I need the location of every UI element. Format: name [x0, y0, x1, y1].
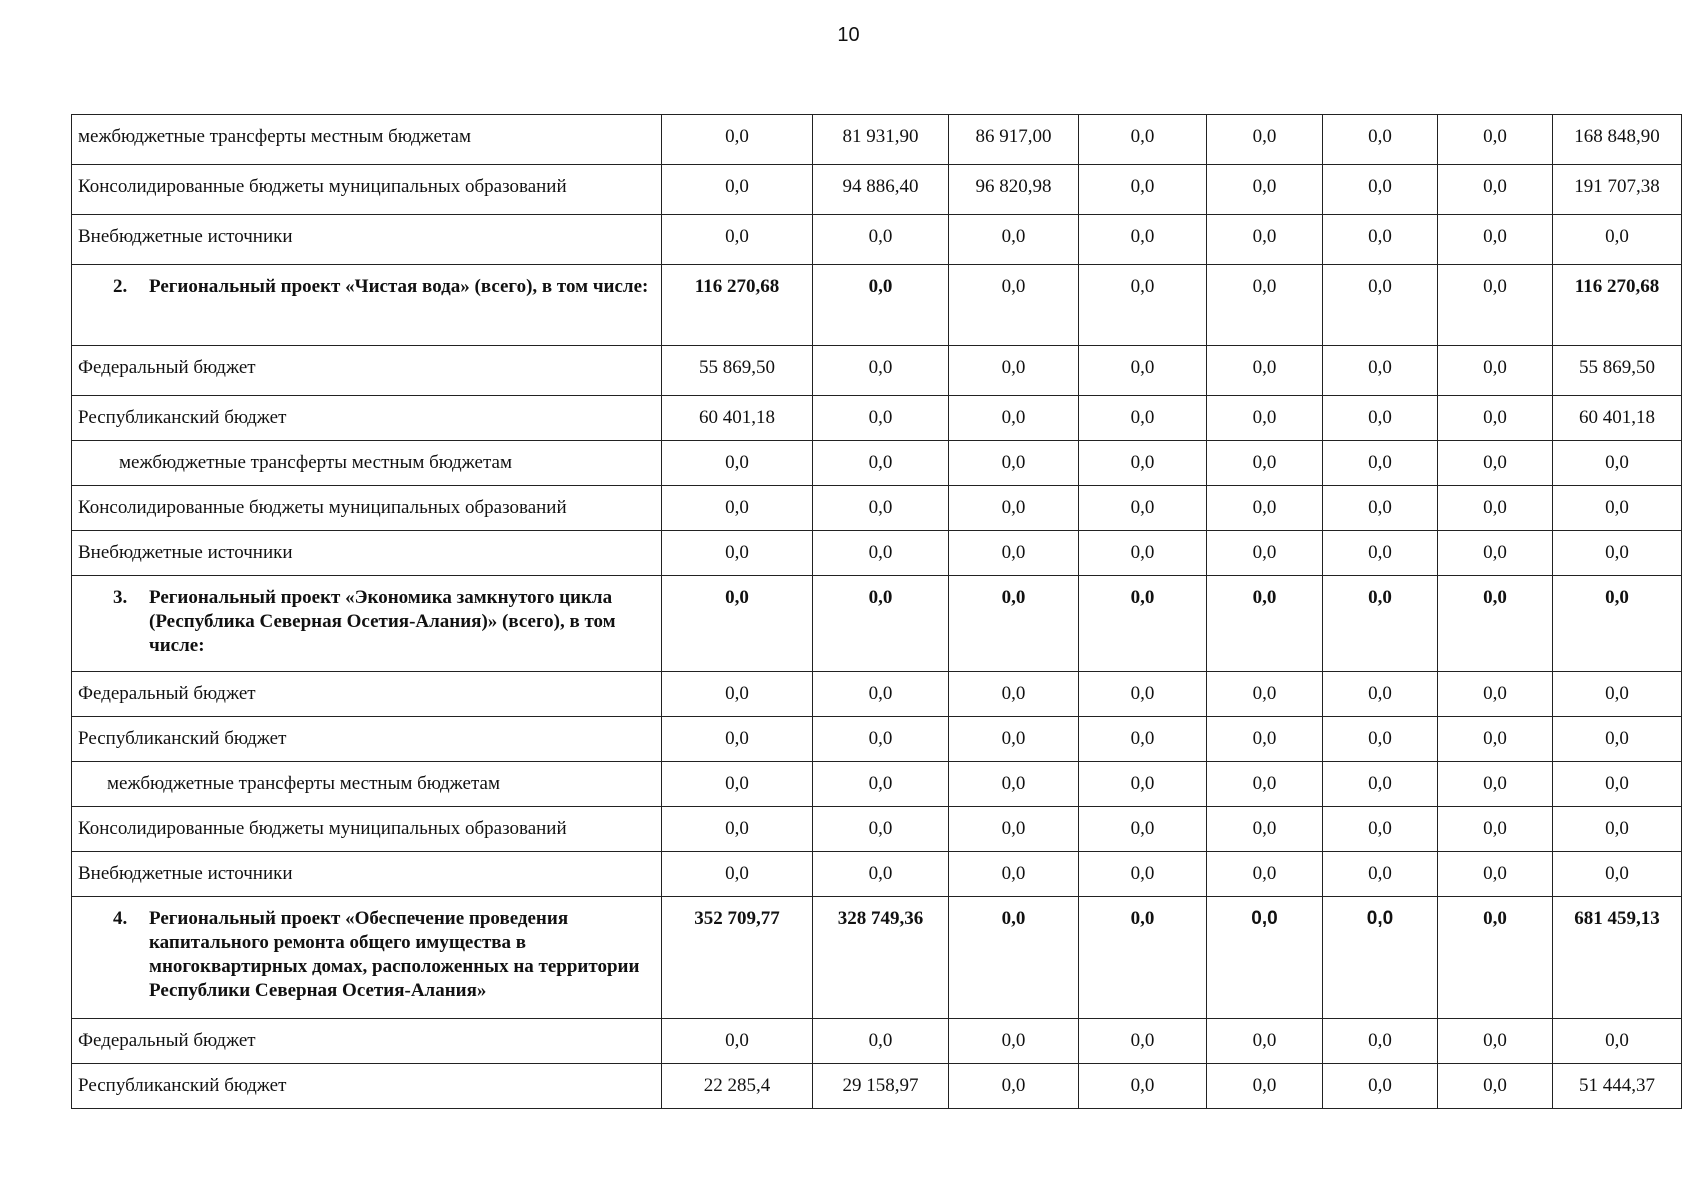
- value-cell: 0,0: [1207, 115, 1323, 165]
- value-cell: 0,0: [1079, 165, 1207, 215]
- value-cell: 0,0: [1079, 762, 1207, 807]
- value-cell: 0,0: [1438, 762, 1553, 807]
- value-cell: 86 917,00: [949, 115, 1079, 165]
- value-cell: 328 749,36: [813, 897, 949, 1019]
- row-label: Республиканский бюджет: [72, 396, 662, 441]
- value-cell: 0,0: [813, 486, 949, 531]
- value-cell: 94 886,40: [813, 165, 949, 215]
- value-cell: 0,0: [1207, 762, 1323, 807]
- table-row: [72, 441, 1682, 486]
- value-cell: 0,0: [1438, 215, 1553, 265]
- value-cell: 0,0: [1079, 576, 1207, 672]
- value-cell: 0,0: [662, 486, 813, 531]
- value-cell: 0,0: [1438, 486, 1553, 531]
- value-cell: 0,0: [662, 115, 813, 165]
- value-cell: 60 401,18: [662, 396, 813, 441]
- table-row: [72, 717, 1682, 762]
- table-row: [72, 1019, 1682, 1064]
- value-cell: 29 158,97: [813, 1064, 949, 1109]
- value-cell: 0,0: [1079, 852, 1207, 897]
- section-number: 4.: [113, 908, 128, 929]
- value-cell: 0,0: [662, 807, 813, 852]
- value-cell: 0,0: [1438, 265, 1553, 346]
- value-cell: 0,0: [1207, 265, 1323, 346]
- value-cell: 0,0: [662, 717, 813, 762]
- value-cell: 0,0: [813, 441, 949, 486]
- section-title: Региональный проект «Обеспечение проведения капитального ремонта общего имущества в многоквартирных домах, расположенных на территории Республики Северная Осетия-Алания»: [149, 908, 640, 1001]
- total-cell: 0,0: [1553, 717, 1682, 762]
- value-cell: 0,0: [662, 215, 813, 265]
- value-cell: 352 709,77: [662, 897, 813, 1019]
- value-cell: 0,0: [1438, 346, 1553, 396]
- value-cell: 0,0: [1207, 441, 1323, 486]
- table-row: [72, 1064, 1682, 1109]
- value-cell: 0,0: [1323, 1019, 1438, 1064]
- value-cell: 0,0: [1207, 396, 1323, 441]
- total-cell: 0,0: [1553, 852, 1682, 897]
- table-row: [72, 396, 1682, 441]
- total-cell: 0,0: [1553, 807, 1682, 852]
- value-cell: 0,0: [949, 486, 1079, 531]
- total-cell: 116 270,68: [1553, 265, 1682, 346]
- value-cell: 0,0: [1207, 576, 1323, 672]
- value-cell: 0,0: [1323, 576, 1438, 672]
- table-row: [72, 852, 1682, 897]
- table-row: [72, 807, 1682, 852]
- value-cell: 0,0: [662, 441, 813, 486]
- value-cell: 0,0: [813, 396, 949, 441]
- value-cell: 0,0: [813, 672, 949, 717]
- value-cell: 0,0: [1207, 165, 1323, 215]
- value-cell: 0,0: [1323, 1064, 1438, 1109]
- value-cell: 0,0: [1438, 396, 1553, 441]
- value-cell: 0,0: [1438, 897, 1553, 1019]
- value-cell: 81 931,90: [813, 115, 949, 165]
- row-label: Внебюджетные источники: [72, 852, 662, 897]
- value-cell: 0,0: [949, 897, 1079, 1019]
- value-cell: 0,0: [813, 576, 949, 672]
- section-number: 2.: [113, 276, 128, 297]
- row-label: Внебюджетные источники: [72, 531, 662, 576]
- row-label: Консолидированные бюджеты муниципальных образований: [72, 165, 662, 215]
- value-cell: 0,0: [662, 576, 813, 672]
- value-cell: 0,0: [1207, 672, 1323, 717]
- row-label: Консолидированные бюджеты муниципальных образований: [72, 486, 662, 531]
- value-cell: 0,0: [1207, 1019, 1323, 1064]
- value-cell: 0,0: [1438, 1019, 1553, 1064]
- value-cell: 0,0: [662, 531, 813, 576]
- value-cell: 0,0: [949, 265, 1079, 346]
- value-cell: 0,0: [1079, 215, 1207, 265]
- value-cell: 0,0: [813, 265, 949, 346]
- value-cell: 0,0: [1079, 265, 1207, 346]
- value-cell: 0,0: [1323, 717, 1438, 762]
- value-cell: 116 270,68: [662, 265, 813, 346]
- value-cell: 0,0: [1207, 215, 1323, 265]
- value-cell: 0,0: [949, 441, 1079, 486]
- value-cell: 0,0: [1079, 531, 1207, 576]
- table-row: [72, 215, 1682, 265]
- value-cell: 0,0: [1438, 441, 1553, 486]
- value-cell: 0,0: [1323, 346, 1438, 396]
- total-cell: 51 444,37: [1553, 1064, 1682, 1109]
- value-cell: 0,0: [1323, 441, 1438, 486]
- value-cell: 0,0: [1438, 852, 1553, 897]
- value-cell: 0,0: [949, 346, 1079, 396]
- total-cell: 0,0: [1553, 762, 1682, 807]
- value-cell: 0,0: [1079, 115, 1207, 165]
- row-label: межбюджетные трансферты местным бюджетам: [72, 115, 662, 165]
- value-cell: 0,0: [1323, 672, 1438, 717]
- row-label: Федеральный бюджет: [72, 672, 662, 717]
- value-cell: 0,0: [1079, 717, 1207, 762]
- value-cell: 0,0: [1079, 396, 1207, 441]
- row-label: Внебюджетные источники: [72, 215, 662, 265]
- total-cell: 55 869,50: [1553, 346, 1682, 396]
- value-cell: 0,0: [1323, 165, 1438, 215]
- total-cell: 681 459,13: [1553, 897, 1682, 1019]
- total-cell: 0,0: [1553, 215, 1682, 265]
- budget-table: [71, 114, 1682, 1109]
- value-cell: 0,0: [949, 396, 1079, 441]
- total-cell: 191 707,38: [1553, 165, 1682, 215]
- total-cell: 168 848,90: [1553, 115, 1682, 165]
- section-title: Региональный проект «Экономика замкнутого цикла (Республика Северная Осетия-Алания)» (всего), в том числе:: [149, 587, 616, 656]
- value-cell: 0,0: [662, 165, 813, 215]
- row-label: межбюджетные трансферты местным бюджетам: [72, 441, 662, 486]
- value-cell: 0,0: [662, 762, 813, 807]
- value-cell: 0,0: [1323, 115, 1438, 165]
- row-label: Консолидированные бюджеты муниципальных образований: [72, 807, 662, 852]
- value-cell: 0,0: [1079, 672, 1207, 717]
- value-cell: 0,0: [813, 807, 949, 852]
- value-cell: 0,0: [1207, 531, 1323, 576]
- value-cell: 0,0: [1438, 531, 1553, 576]
- table-row: [72, 346, 1682, 396]
- value-cell: 0,0: [1323, 762, 1438, 807]
- value-cell: 0,0: [1079, 1019, 1207, 1064]
- value-cell: 0,0: [813, 346, 949, 396]
- value-cell: 0,0: [1438, 1064, 1553, 1109]
- value-cell: 0,0: [1079, 897, 1207, 1019]
- value-cell: 0,0: [1323, 852, 1438, 897]
- value-cell: 0,0: [949, 672, 1079, 717]
- row-label: Федеральный бюджет: [72, 1019, 662, 1064]
- total-cell: 0,0: [1553, 531, 1682, 576]
- value-cell: 0,0: [949, 576, 1079, 672]
- section-row: [72, 576, 1682, 672]
- row-label: Федеральный бюджет: [72, 346, 662, 396]
- value-cell: 0,0: [1438, 115, 1553, 165]
- value-cell: 0,0: [1207, 486, 1323, 531]
- value-cell: 0,0: [813, 1019, 949, 1064]
- value-cell: 0,0: [1079, 1064, 1207, 1109]
- total-cell: 0,0: [1553, 576, 1682, 672]
- table-row: [72, 762, 1682, 807]
- section-number: 3.: [113, 587, 128, 608]
- value-cell: 0,0: [1438, 717, 1553, 762]
- value-cell: 0,0: [1438, 165, 1553, 215]
- value-cell: 0,0: [1323, 215, 1438, 265]
- value-cell: 0,0: [949, 1019, 1079, 1064]
- table-row: [72, 115, 1682, 165]
- section-row: [72, 265, 1682, 346]
- value-cell: 0,0: [1323, 531, 1438, 576]
- value-cell: 0,0: [813, 531, 949, 576]
- value-cell: 0,0: [1438, 576, 1553, 672]
- value-cell: 22 285,4: [662, 1064, 813, 1109]
- row-label: Республиканский бюджет: [72, 1064, 662, 1109]
- value-cell: 0,0: [1323, 396, 1438, 441]
- row-label: межбюджетные трансферты местным бюджетам: [72, 762, 662, 807]
- table-row: [72, 165, 1682, 215]
- total-cell: 0,0: [1553, 1019, 1682, 1064]
- section-title-cell: [72, 265, 662, 346]
- value-cell: 0,0: [1079, 807, 1207, 852]
- value-cell: 0,0: [1207, 346, 1323, 396]
- value-cell: 0,0: [813, 762, 949, 807]
- value-cell: 0,0: [1079, 486, 1207, 531]
- value-cell: 0,0: [949, 531, 1079, 576]
- value-cell: 0,0: [1323, 486, 1438, 531]
- value-cell: 0,0: [1207, 1064, 1323, 1109]
- value-cell: 0,0: [949, 215, 1079, 265]
- row-label: Республиканский бюджет: [72, 717, 662, 762]
- value-cell: 0,0: [1438, 807, 1553, 852]
- section-title-cell: [72, 897, 662, 1019]
- value-cell: 0,0: [1207, 717, 1323, 762]
- value-cell: 0,0: [662, 852, 813, 897]
- value-cell: 0,0: [949, 717, 1079, 762]
- value-cell: 0,0: [1079, 441, 1207, 486]
- value-cell: 0,0: [1207, 852, 1323, 897]
- value-cell: 0,0: [1323, 897, 1438, 1019]
- total-cell: 0,0: [1553, 486, 1682, 531]
- value-cell: 0,0: [1438, 672, 1553, 717]
- page-number: 10: [837, 24, 860, 46]
- value-cell: 0,0: [813, 717, 949, 762]
- value-cell: 0,0: [662, 672, 813, 717]
- table-row: [72, 672, 1682, 717]
- section-row: [72, 897, 1682, 1019]
- value-cell: 0,0: [949, 1064, 1079, 1109]
- table-row: [72, 531, 1682, 576]
- value-cell: 55 869,50: [662, 346, 813, 396]
- total-cell: 0,0: [1553, 441, 1682, 486]
- value-cell: 0,0: [1079, 346, 1207, 396]
- value-cell: 0,0: [1207, 897, 1323, 1019]
- value-cell: 0,0: [949, 762, 1079, 807]
- value-cell: 0,0: [1323, 265, 1438, 346]
- total-cell: 0,0: [1553, 672, 1682, 717]
- table-row: [72, 486, 1682, 531]
- value-cell: 96 820,98: [949, 165, 1079, 215]
- section-title-cell: [72, 576, 662, 672]
- total-cell: 60 401,18: [1553, 396, 1682, 441]
- value-cell: 0,0: [813, 215, 949, 265]
- value-cell: 0,0: [662, 1019, 813, 1064]
- section-title: Региональный проект «Чистая вода» (всего), в том числе:: [149, 276, 649, 297]
- value-cell: 0,0: [1207, 807, 1323, 852]
- value-cell: 0,0: [813, 852, 949, 897]
- value-cell: 0,0: [1323, 807, 1438, 852]
- value-cell: 0,0: [949, 852, 1079, 897]
- value-cell: 0,0: [949, 807, 1079, 852]
